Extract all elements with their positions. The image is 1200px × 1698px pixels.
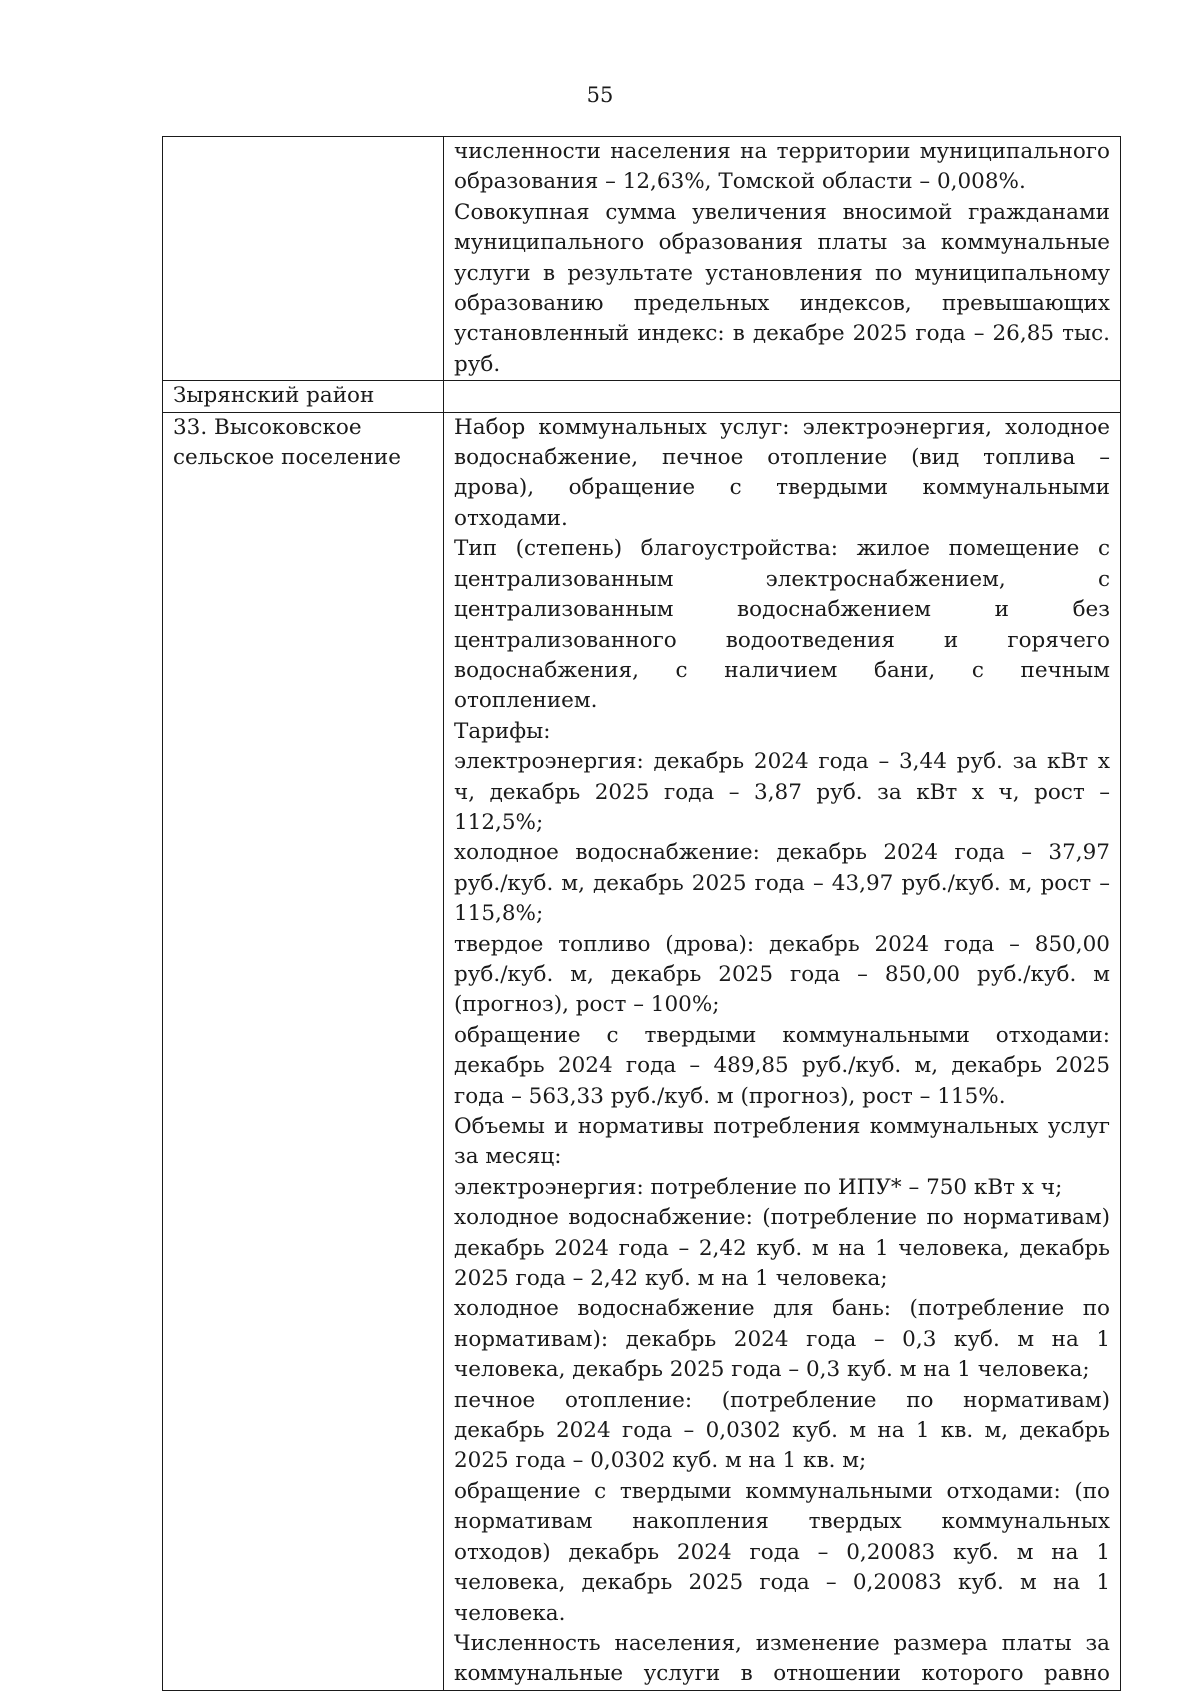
paragraph: электроэнергия: потребление по ИПУ* – 750 кВт х ч;: [454, 1174, 1063, 1200]
description-cell: [444, 137, 1121, 381]
table-row: [163, 412, 1121, 1690]
document-table: [162, 136, 1121, 1691]
paragraph: обращение с твердыми коммунальными отходами: декабрь 2024 года – 489,85 руб./куб. м, декабрь 2025 года – 563,33 руб./куб. м (прогноз), рост – 115%.: [454, 1022, 1110, 1109]
paragraph: электроэнергия: декабрь 2024 года – 3,44 руб. за кВт х ч, декабрь 2025 года – 3,87 руб. за кВт х ч, рост – 112,5%;: [454, 749, 1110, 835]
table-row: [163, 381, 1121, 412]
page-number: 55: [586, 83, 614, 107]
paragraph: печное отопление: (потребление по нормативам) декабрь 2024 года – 0,0302 куб. м на 1 кв. м, декабрь 2025 года – 0,0302 куб. м на 1 кв. м;: [454, 1387, 1110, 1474]
paragraph: твердое топливо (дрова): декабрь 2024 года – 850,00 руб./куб. м, декабрь 2025 года – 850,00 руб./куб. м (прогноз), рост – 100%;: [454, 931, 1110, 1018]
paragraph: Набор коммунальных услуг: электроэнергия, холодное водоснабжение, печное отопление (вид топлива – дрова), обращение с твердыми коммунальными отходами.: [454, 414, 1110, 531]
paragraph: холодное водоснабжение для бань: (потребление по нормативам): декабрь 2024 года – 0,3 куб. м на 1 человека, декабрь 2025 года – 0,3 куб. м на 1 человека;: [454, 1296, 1110, 1383]
paragraph: Тип (степень) благоустройства: жилое помещение с централизованным электроснабжением, с централизованным водоснабжением и без централизованного водоотведения и горячего водоснабжения, с наличием бани, с печным отоплением.: [454, 536, 1110, 714]
district-cell: Зырянский район: [163, 381, 444, 412]
paragraph: Численность населения, изменение размера платы за коммунальные услуги в отношении которого равно: [454, 1630, 1110, 1687]
paragraph: обращение с твердыми коммунальными отходами: (по нормативам накопления твердых коммунальных отходов) декабрь 2024 года – 0,20083 куб. м на 1 человека, декабрь 2025 года – 0,20083 куб. м на 1 человека.: [454, 1478, 1110, 1626]
paragraph: холодное водоснабжение: декабрь 2024 года – 37,97 руб./куб. м, декабрь 2025 года – 43,97 руб./куб. м, рост – 115,8%;: [454, 840, 1110, 927]
paragraph: холодное водоснабжение: (потребление по нормативам) декабрь 2024 года – 2,42 куб. м на 1 человека, декабрь 2025 года – 2,42 куб. м на 1 человека;: [454, 1205, 1110, 1292]
table-row: [163, 137, 1121, 381]
description-cell: [444, 381, 1121, 412]
description-cell: [444, 412, 1121, 1690]
paragraph: численности населения на территории муниципального образования – 12,63%, Томской области – 0,008%.: [454, 139, 1110, 195]
paragraph: Тарифы:: [454, 718, 551, 744]
paragraph: Объемы и нормативы потребления коммунальных услуг за месяц:: [454, 1114, 1110, 1170]
municipality-cell: [163, 137, 444, 381]
municipality-cell: 33. Высоковское сельское поселение: [163, 412, 444, 1690]
paragraph: Совокупная сумма увеличения вносимой гражданами муниципального образования платы за коммунальные услуги в результате установления по муниципальному образованию предельных индексов, превышающих установленный индекс: в декабре 2025 года – 26,85 тыс. руб.: [454, 199, 1110, 377]
